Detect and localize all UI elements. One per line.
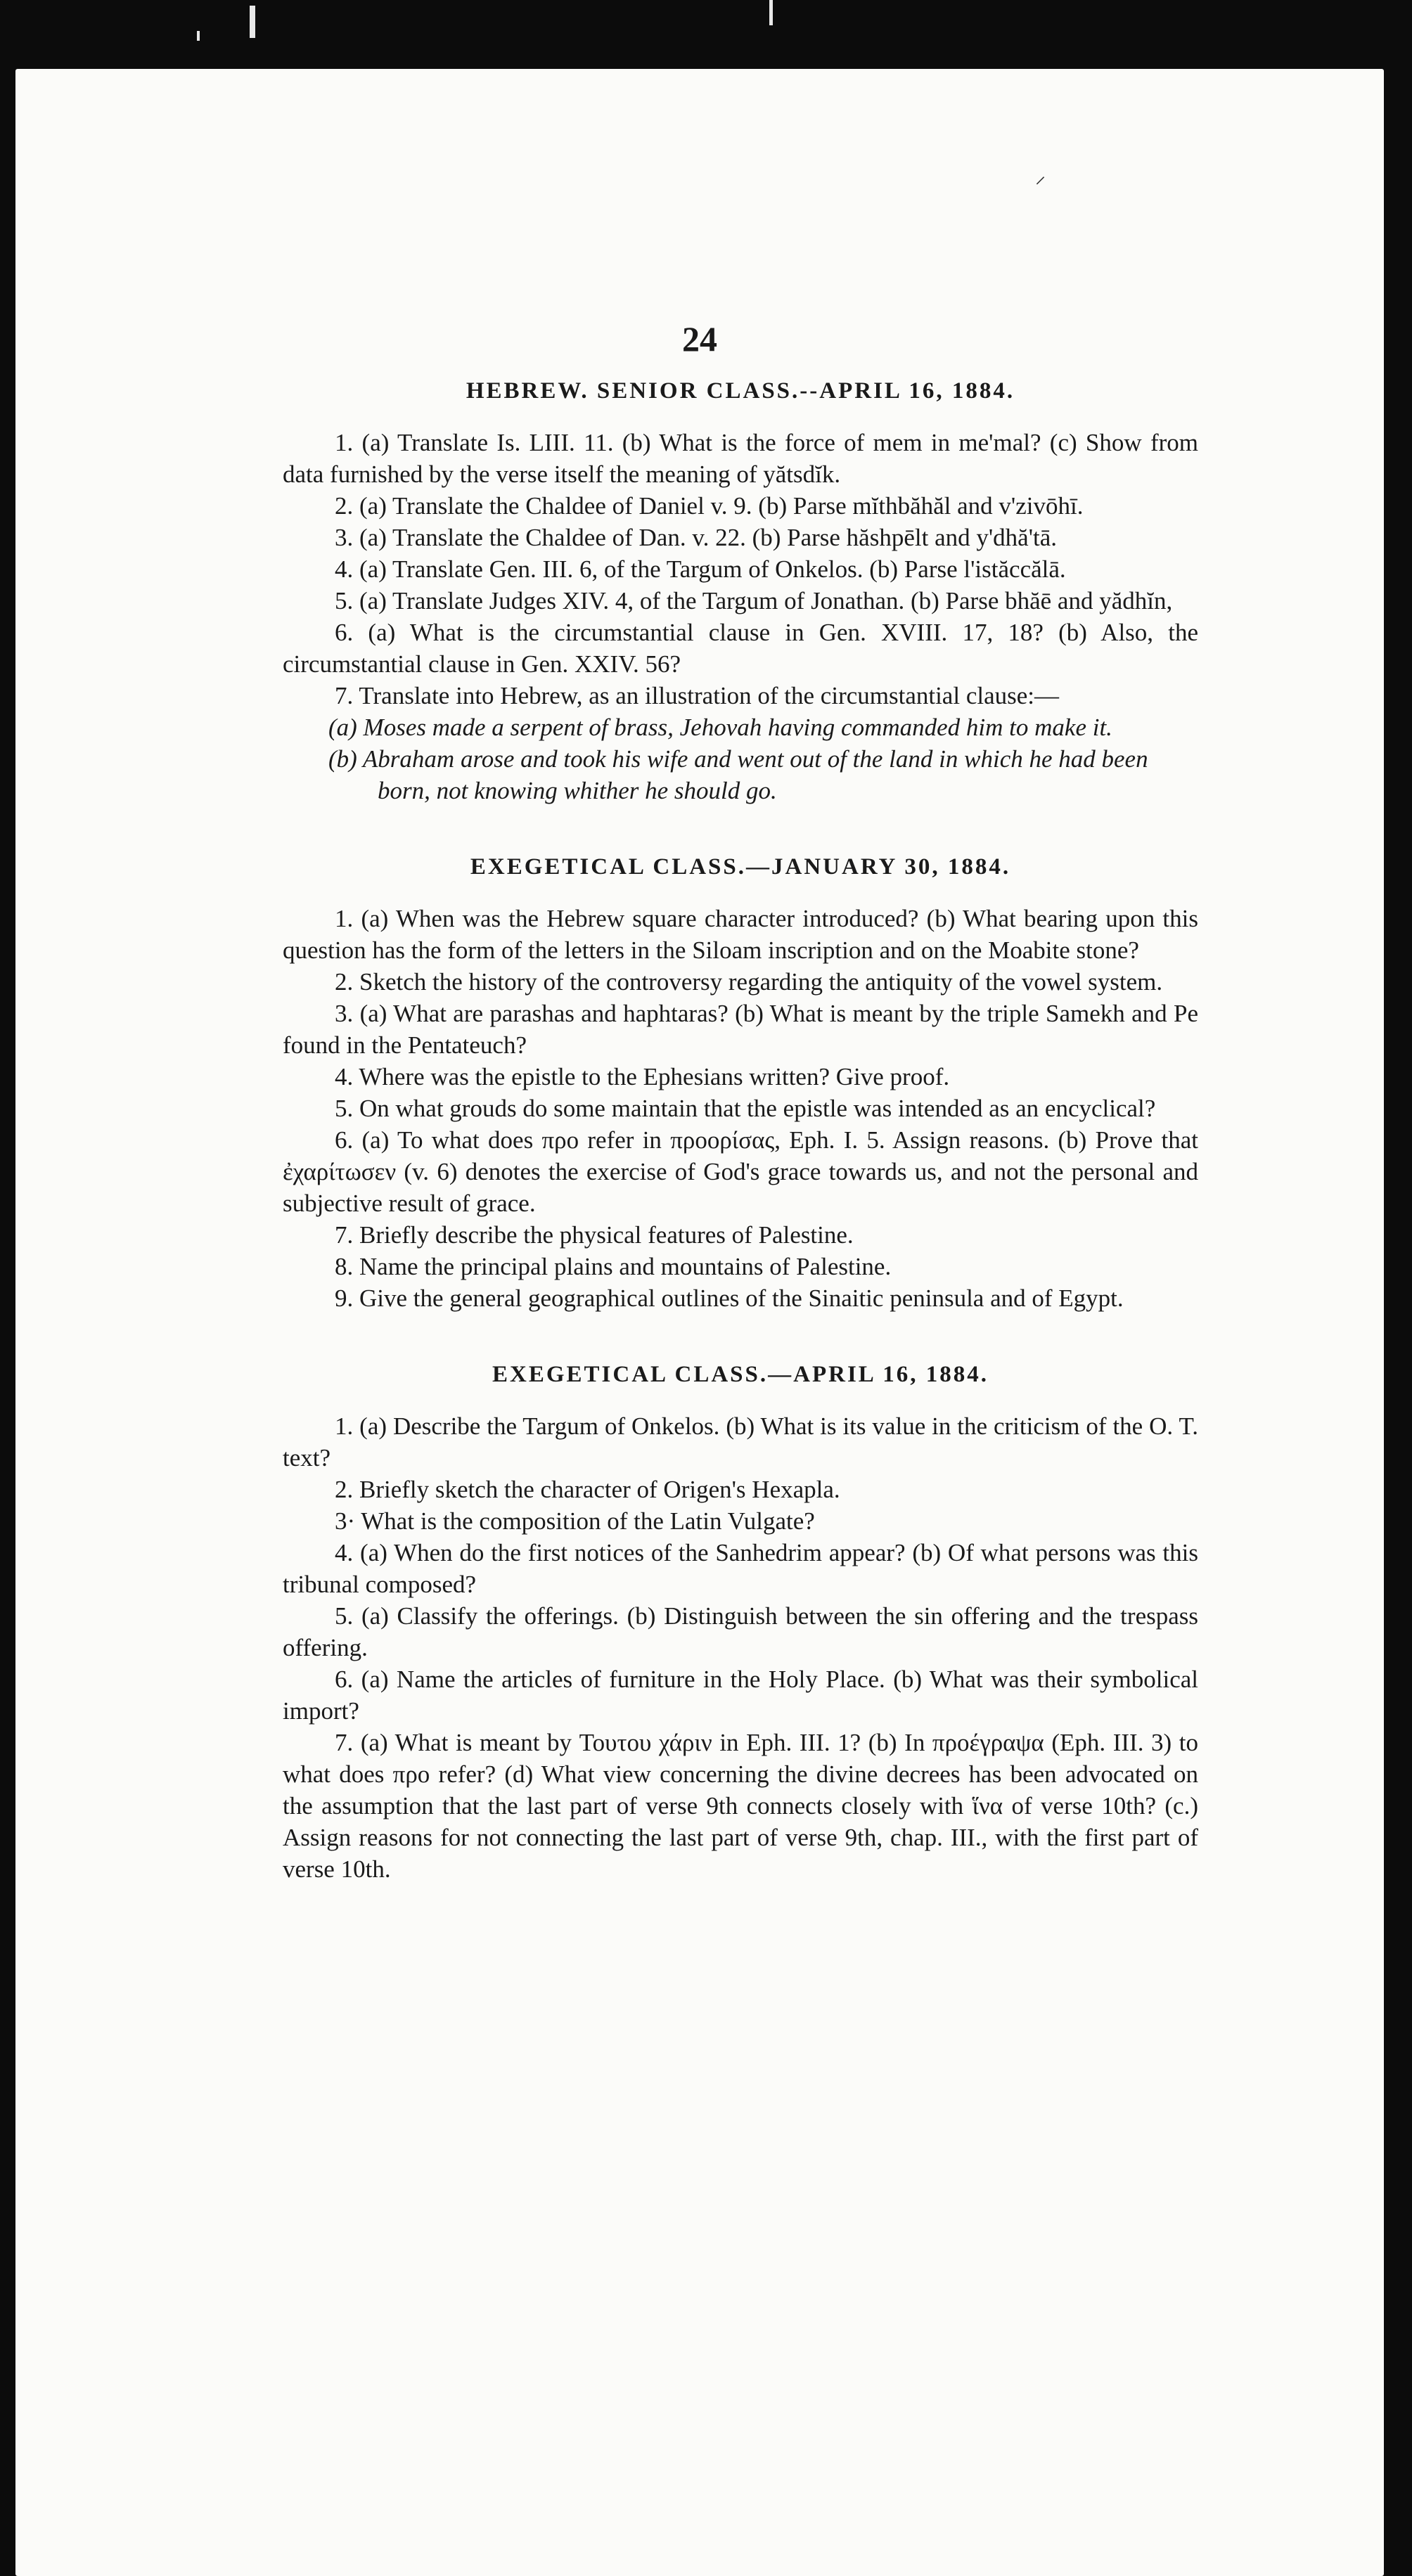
- question: 3. (a) What are parashas and haphtaras? (b) What is meant by the triple Samekh and Pe found in the Pentateuch?: [283, 1000, 1198, 1059]
- question: 2. (a) Translate the Chaldee of Daniel v. 9. (b) Parse mĭthbăhăl and v'zivōhī.: [335, 492, 1084, 520]
- section-exegetical-april: [283, 1362, 1198, 1885]
- question: 1. (a) Describe the Targum of Onkelos. (b) What is its value in the criticism of the O. T. text?: [283, 1412, 1198, 1471]
- question: 6. (a) Name the articles of furniture in the Holy Place. (b) What was their symbolical import?: [283, 1666, 1198, 1725]
- question: 7. (a) What is meant by Τουτου χάριν in Eph. III. 1? (b) In προέγραψα (Eph. III. 3) to what does προ refer? (d) What view concerning the divine decrees has been advocated on the assumption that the last part of verse 9th connects closely with ἵνα of verse 10th? (c.) Assign reasons for not connecting the last part of verse 9th, chap. III., with the first part of verse 10th.: [283, 1729, 1198, 1883]
- section-heading: HEBREW. SENIOR CLASS.--APRIL 16, 1884.: [466, 378, 1015, 404]
- question: 7. Translate into Hebrew, as an illustration of the circumstantial clause:—: [335, 682, 1059, 709]
- question: 6. (a) What is the circumstantial clause in Gen. XVIII. 17, 18? (b) Also, the circumstantial clause in Gen. XXIV. 56?: [283, 619, 1198, 678]
- question: 5. (a) Translate Judges XIV. 4, of the Targum of Jonathan. (b) Parse bhăē and yădhĭn,: [335, 587, 1173, 614]
- question-subitem: (b) Abraham arose and took his wife and went out of the land in which he had been born, not knowing whither he should go.: [328, 745, 1148, 804]
- page-content: [283, 378, 1198, 1933]
- question: 8. Name the principal plains and mountains of Palestine.: [335, 1253, 892, 1280]
- question: 3· What is the composition of the Latin Vulgate?: [335, 1507, 815, 1535]
- question: 4. (a) Translate Gen. III. 6, of the Targum of Onkelos. (b) Parse l'istăccălā.: [335, 555, 1066, 583]
- section-heading: EXEGETICAL CLASS.—JANUARY 30, 1884.: [470, 854, 1011, 880]
- pencil-mark: ⸝: [1035, 165, 1046, 188]
- section-exegetical-january: [283, 854, 1198, 1314]
- question: 4. Where was the epistle to the Ephesians written? Give proof.: [335, 1063, 950, 1090]
- question-subitem: (a) Moses made a serpent of brass, Jehovah having commanded him to make it.: [328, 714, 1112, 741]
- question: 2. Briefly sketch the character of Origen's Hexapla.: [335, 1476, 840, 1503]
- question: 6. (a) To what does προ refer in προορίσας, Eph. I. 5. Assign reasons. (b) Prove that ἐχαρίτωσεν (v. 6) denotes the exercise of God's grace towards us, and not the personal and subjective result of grace.: [283, 1126, 1198, 1217]
- question: 9. Give the general geographical outlines of the Sinaitic peninsula and of Egypt.: [335, 1284, 1124, 1312]
- page-number: 24: [682, 319, 717, 359]
- question: 5. On what grouds do some maintain that the epistle was intended as an encyclical?: [335, 1095, 1156, 1122]
- question: 7. Briefly describe the physical features of Palestine.: [335, 1221, 854, 1249]
- question: 5. (a) Classify the offerings. (b) Distinguish between the sin offering and the trespass offering.: [283, 1602, 1198, 1661]
- question: 2. Sketch the history of the controversy regarding the antiquity of the vowel system.: [335, 968, 1163, 996]
- question: 1. (a) When was the Hebrew square character introduced? (b) What bearing upon this question has the form of the letters in the Siloam inscription and on the Moabite stone?: [283, 905, 1198, 964]
- binding-mark: [769, 0, 773, 25]
- question: 3. (a) Translate the Chaldee of Dan. v. 22. (b) Parse hăshpēlt and y'dhă'tā.: [335, 524, 1058, 551]
- question: 1. (a) Translate Is. LIII. 11. (b) What is the force of mem in me'mal? (c) Show from data furnished by the verse itself the meaning of yătsdĭk.: [283, 429, 1198, 488]
- binding-mark: [250, 6, 255, 38]
- section-hebrew-senior: [283, 378, 1198, 806]
- question: 4. (a) When do the first notices of the Sanhedrim appear? (b) Of what persons was this tribunal composed?: [283, 1539, 1198, 1598]
- binding-mark: [197, 31, 200, 41]
- section-heading: EXEGETICAL CLASS.—APRIL 16, 1884.: [492, 1362, 989, 1387]
- document-page: [15, 69, 1384, 2576]
